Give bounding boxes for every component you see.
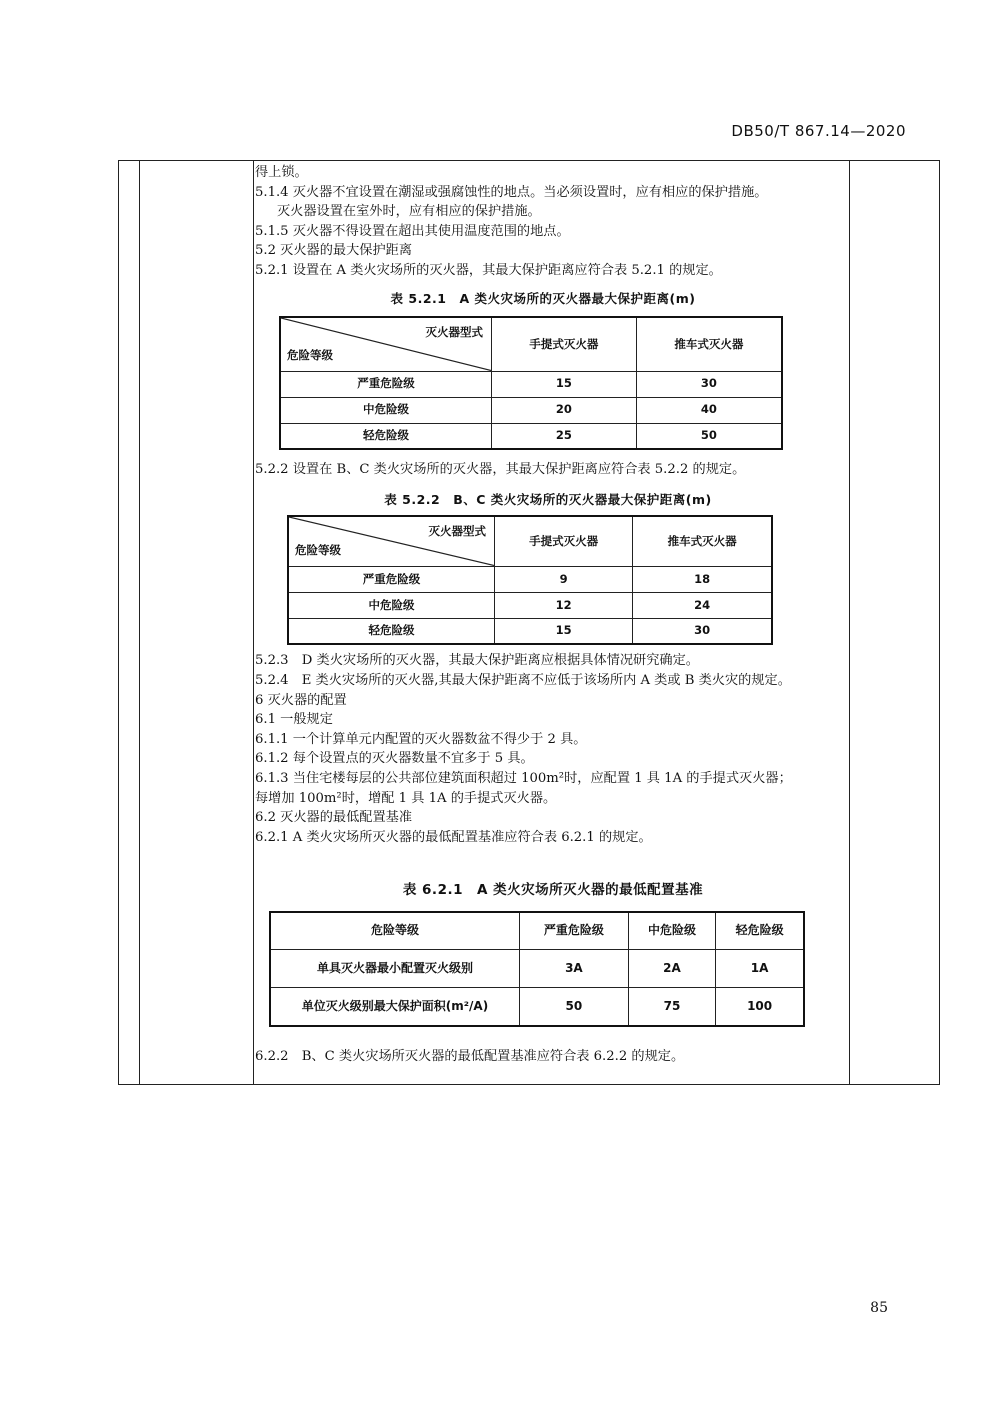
table-caption: 表 5.2.2 B、C 类火灾场所的灭火器最大保护距离(m) xyxy=(384,491,712,507)
table-corner-cell xyxy=(288,516,495,566)
column-header: 推车式灭火器 xyxy=(636,317,782,371)
table-cell: 20 xyxy=(492,397,637,423)
text-line: 灭火器设置在室外时，应有相应的保护措施。 xyxy=(277,204,541,220)
row-label: 中危险级 xyxy=(288,592,495,618)
text-line: 5.2.2 设置在 B、C 类火灾场所的灭火器，其最大保护距离应符合表 5.2.2 的规定。 xyxy=(255,462,746,478)
text-line: 5.1.4 灭火器不宜设置在潮湿或强腐蚀性的地点。当必须设置时，应有相应的保护措施。 xyxy=(255,184,768,200)
text-line: 6.1.1 一个计算单元内配置的灭火器数盆不得少于 2 具。 xyxy=(255,731,587,747)
table-cell: 30 xyxy=(636,371,782,397)
table-cell: 25 xyxy=(492,423,637,449)
table-6-2-1 xyxy=(269,911,805,1027)
text-line: 5.2.3 D 类火灾场所的灭火器，其最大保护距离应根据具体情况研究确定。 xyxy=(255,653,699,669)
table-cell: 15 xyxy=(492,371,637,397)
table-cell: 75 xyxy=(628,988,715,1026)
document-frame xyxy=(118,160,940,1085)
table-caption: 表 6.2.1 A 类火灾场所灭火器的最低配置基准 xyxy=(402,882,704,899)
text-line: 6.2.1 A 类火灾场所灭火器的最低配置基准应符合表 6.2.1 的规定。 xyxy=(255,829,652,845)
table-cell: 30 xyxy=(633,618,772,644)
text-line: 6.1.3 当住宅楼每层的公共部位建筑面积超过 100m²时，应配置 1 具 1A 的手提式灭火器； xyxy=(255,770,792,786)
table-cell: 50 xyxy=(520,988,629,1026)
column-header: 推车式灭火器 xyxy=(633,516,772,566)
table-cell: 15 xyxy=(495,618,633,644)
text-line: 5.1.5 灭火器不得设置在超出其使用温度范围的地点。 xyxy=(255,223,570,239)
table-cell: 24 xyxy=(633,592,772,618)
table-corner-cell xyxy=(280,317,492,371)
table-cell: 40 xyxy=(636,397,782,423)
table-cell: 18 xyxy=(633,566,772,592)
table-cell: 9 xyxy=(495,566,633,592)
section-heading: 5.2 灭火器的最大保护距离 xyxy=(255,243,413,259)
table-cell: 50 xyxy=(636,423,782,449)
row-label: 严重危险级 xyxy=(288,566,495,592)
section-heading: 6 灭火器的配置 xyxy=(255,692,347,708)
table-cell: 2A xyxy=(628,950,715,988)
corner-top-label: 灭火器型式 xyxy=(428,524,486,539)
row-label: 轻危险级 xyxy=(288,618,495,644)
doc-code: DB50/T 867.14—2020 xyxy=(731,122,906,140)
table-cell: 1A xyxy=(716,950,804,988)
text-line: 6.1.2 每个设置点的灭火器数量不宜多于 5 具。 xyxy=(255,751,534,767)
text-line: 5.2.1 设置在 A 类火灾场所的灭火器，其最大保护距离应符合表 5.2.1 的规定。 xyxy=(255,262,722,278)
column-header: 手提式灭火器 xyxy=(492,317,637,371)
corner-bottom-label: 危险等级 xyxy=(287,348,333,363)
row-label: 单位灭火级别最大保护面积(m²/A) xyxy=(270,988,520,1026)
column-header: 中危险级 xyxy=(628,912,715,950)
section-heading: 6.1 一般规定 xyxy=(255,712,333,728)
table-caption: 表 5.2.1 A 类火灾场所的灭火器最大保护距离(m) xyxy=(390,290,696,306)
content-column xyxy=(255,163,851,1066)
table-5-2-1 xyxy=(279,316,783,450)
table-cell: 12 xyxy=(495,592,633,618)
column-header: 轻危险级 xyxy=(716,912,804,950)
column-divider xyxy=(139,161,140,1084)
table-cell: 3A xyxy=(520,950,629,988)
text-line: 每增加 100m²时，增配 1 具 1A 的手提式灭火器。 xyxy=(255,790,557,806)
text-line: 6.2.2 B、C 类火灾场所灭火器的最低配置基准应符合表 6.2.2 的规定。 xyxy=(255,1048,685,1064)
page-number: 85 xyxy=(870,1300,888,1316)
corner-bottom-label: 危险等级 xyxy=(295,543,341,558)
column-header: 危险等级 xyxy=(270,912,520,950)
row-label: 轻危险级 xyxy=(280,423,492,449)
text-line: 得上锁。 xyxy=(255,165,308,180)
row-label: 严重危险级 xyxy=(280,371,492,397)
row-label: 单具灭火器最小配置灭火级别 xyxy=(270,950,520,988)
table-cell: 100 xyxy=(716,988,804,1026)
column-header: 手提式灭火器 xyxy=(495,516,633,566)
table-5-2-2 xyxy=(287,515,773,645)
corner-top-label: 灭火器型式 xyxy=(425,325,483,340)
text-line: 5.2.4 E 类火灾场所的灭火器,其最大保护距离不应低于该场所内 A 类或 B 类火灾的规定。 xyxy=(255,672,791,688)
row-label: 中危险级 xyxy=(280,397,492,423)
section-heading: 6.2 灭火器的最低配置基准 xyxy=(255,810,413,826)
column-header: 严重危险级 xyxy=(520,912,629,950)
